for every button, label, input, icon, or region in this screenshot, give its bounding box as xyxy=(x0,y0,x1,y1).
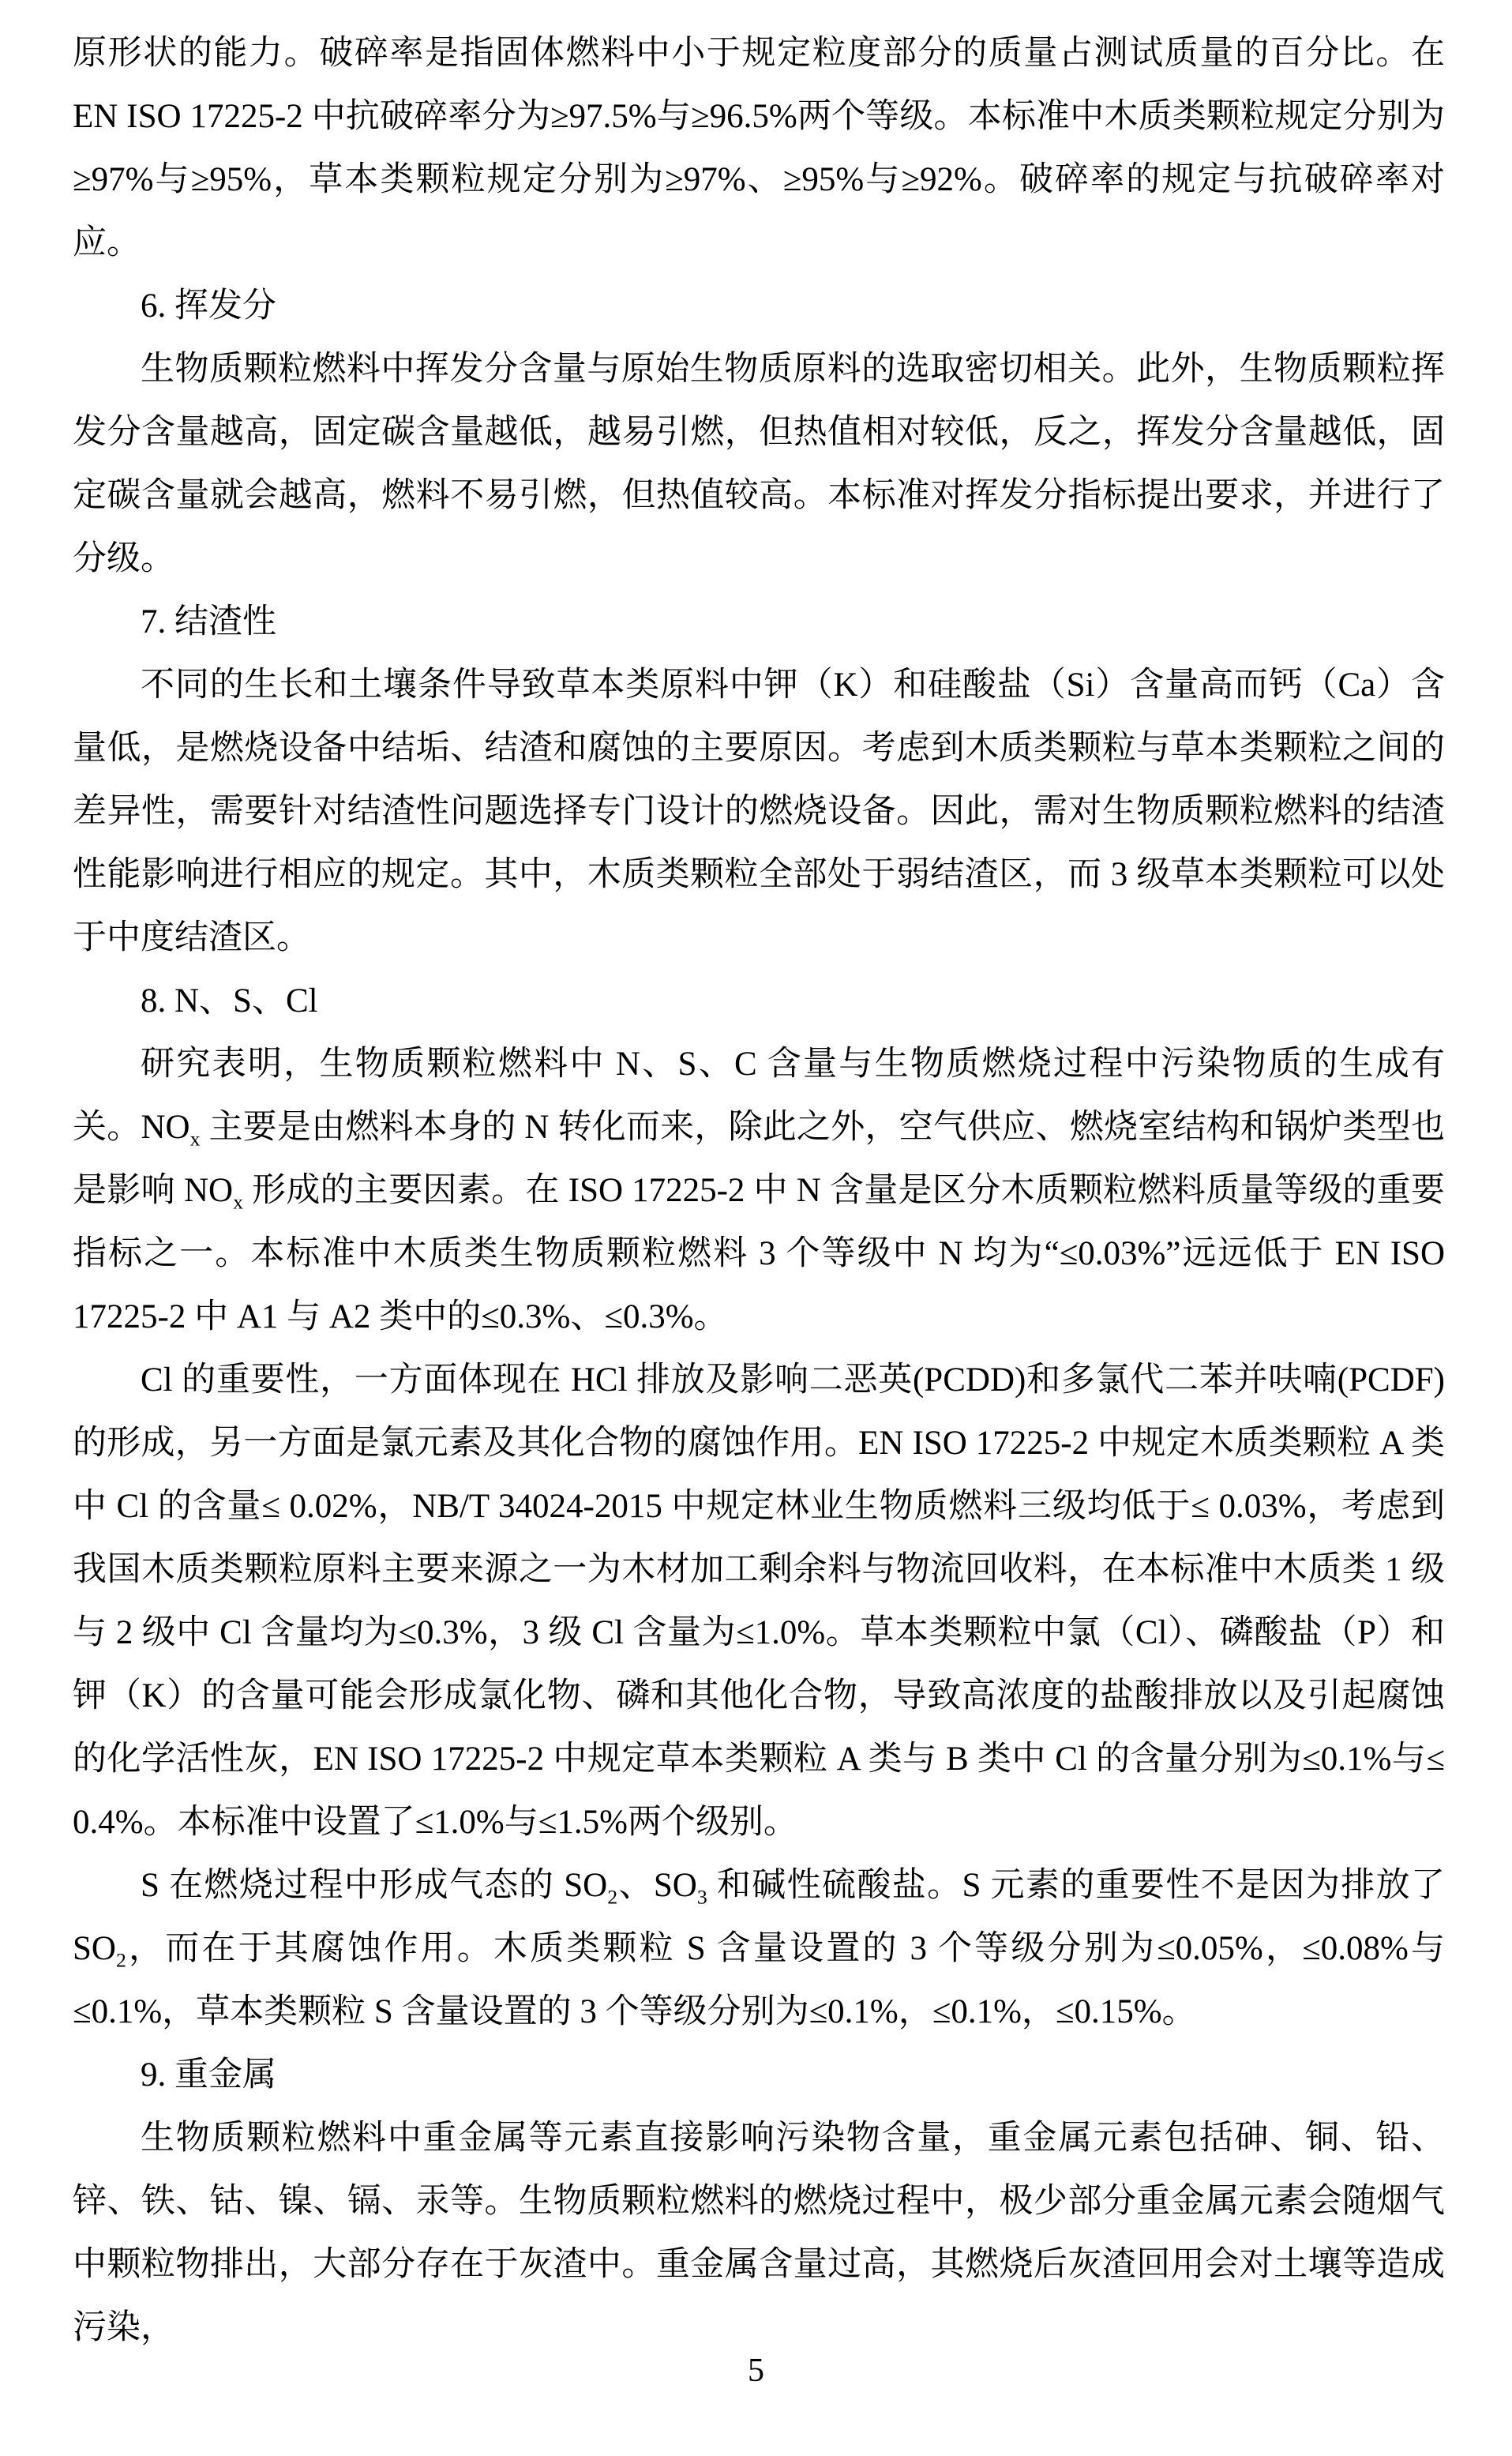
text-run: 8. N、S、Cl xyxy=(141,982,318,1020)
text-run: 不同的生长和土壤条件导致草本类原料中钾（K）和硅酸盐（Si）含量高而钙（Ca）含量低，是燃烧设备中结垢、结渣和腐蚀的主要原因。考虑到木质类颗粒与草本类颗粒之间的差异性，需要针对结渣性问题选择专门设计的燃烧设备。因此，需对生物质颗粒燃料的结渣性能影响进行相应的规定。其中，木质类颗粒全部处于弱结渣区，而 3 级草本类颗粒可以处于中度结渣区。 xyxy=(73,667,1445,956)
paragraph xyxy=(73,22,1445,275)
text-run: 6. 挥发分 xyxy=(141,287,276,325)
subscript-text: 2 xyxy=(607,1885,618,1909)
page-footer xyxy=(0,2339,1512,2402)
subscript-text: x xyxy=(189,1127,201,1151)
text-run: 主要是由燃料本身的 N 转化而来，除此之外，空气供应、燃烧室结构和锅炉类型也是影响 NO xyxy=(73,1109,1445,1209)
section-heading xyxy=(73,591,1445,654)
paragraph xyxy=(73,338,1445,591)
text-run: 形成的主要因素。在 ISO 17225-2 中 N 含量是区分木质颗粒燃料质量等级的重要指标之一。本标准中木质类生物质颗粒燃料 3 个等级中 N 均为“≤0.03%”远远低于 EN ISO 17225-2 中 A1 与 A2 类中的≤0.3%、≤0.3%。 xyxy=(73,1172,1445,1335)
page-number: 5 xyxy=(748,2353,764,2389)
paragraph xyxy=(73,1033,1445,1349)
paragraph xyxy=(73,2107,1445,2360)
text-run: 原形状的能力。破碎率是指固体燃料中小于规定粒度部分的质量占测试质量的百分比。在 EN ISO 17225-2 中抗破碎率分为≥97.5%与≥96.5%两个等级。本标准中木质类颗粒规定分别为≥97%与≥95%，草本类颗粒规定分别为≥97%、≥95%与≥92%。破碎率的规定与抗破碎率对应。 xyxy=(73,35,1445,261)
text-run: 7. 结渣性 xyxy=(141,603,276,640)
text-run: 、SO xyxy=(617,1867,697,1904)
paragraph xyxy=(73,1349,1445,1854)
subscript-text: x xyxy=(233,1190,243,1214)
paragraph xyxy=(73,654,1445,970)
subscript-text: 2 xyxy=(115,1948,126,1972)
subscript-text: 3 xyxy=(696,1885,707,1909)
section-heading xyxy=(73,970,1445,1033)
section-heading xyxy=(73,275,1445,338)
text-run: ，而在于其腐蚀作用。木质类颗粒 S 含量设置的 3 个等级分别为≤0.05%，≤0.08%与≤0.1%，草本类颗粒 S 含量设置的 3 个等级分别为≤0.1%，≤0.1%，≤0.15%。 xyxy=(73,1930,1445,2030)
document-body xyxy=(73,22,1445,2360)
text-run: Cl 的重要性，一方面体现在 HCl 排放及影响二恶英(PCDD)和多氯代二苯并呋喃(PCDF)的形成，另一方面是氯元素及其化合物的腐蚀作用。EN ISO 17225-2 中规定木质类颗粒 A 类中 Cl 的含量≤ 0.02%，NB/T 34024-2015 中规定林业生物质燃料三级均低于≤ 0.03%，考虑到我国木质类颗粒原料主要来源之一为木材加工剩余料与物流回收料，在本标准中木质类 1 级与 2 级中 Cl 含量均为≤0.3%，3 级 Cl 含量为≤1.0%。草本类颗粒中氯（Cl）、磷酸盐（P）和钾（K）的含量可能会形成氯化物、磷和其他化合物，导致高浓度的盐酸排放以及引起腐蚀的化学活性灰，EN ISO 17225-2 中规定草本类颗粒 A 类与 B 类中 Cl 的含量分别为≤0.1%与≤ 0.4%。本标准中设置了≤1.0%与≤1.5%两个级别。 xyxy=(73,1361,1445,1841)
paragraph xyxy=(73,1854,1445,2044)
text-run: 生物质颗粒燃料中重金属等元素直接影响污染物含量，重金属元素包括砷、铜、铅、锌、铁、钴、镍、镉、汞等。生物质颗粒燃料的燃烧过程中，极少部分重金属元素会随烟气中颗粒物排出，大部分存在于灰渣中。重金属含量过高，其燃烧后灰渣回用会对土壤等造成污染， xyxy=(73,2120,1445,2346)
text-run: 和碱性硫酸盐。S 元素的重要性不是因为排放了 SO xyxy=(73,1867,1446,1967)
text-run: S 在燃烧过程中形成气态的 SO xyxy=(141,1867,608,1904)
text-run: 9. 重金属 xyxy=(141,2056,276,2094)
section-heading xyxy=(73,2044,1445,2107)
text-run: 研究表明，生物质颗粒燃料中 N、S、C 含量与生物质燃烧过程中污染物质的生成有关。NO xyxy=(73,1046,1445,1146)
text-run: 生物质颗粒燃料中挥发分含量与原始生物质原料的选取密切相关。此外，生物质颗粒挥发分含量越高，固定碳含量越低，越易引燃，但热值相对较低，反之，挥发分含量越低，固定碳含量就会越高，燃料不易引燃，但热值较高。本标准对挥发分指标提出要求，并进行了分级。 xyxy=(73,351,1445,577)
